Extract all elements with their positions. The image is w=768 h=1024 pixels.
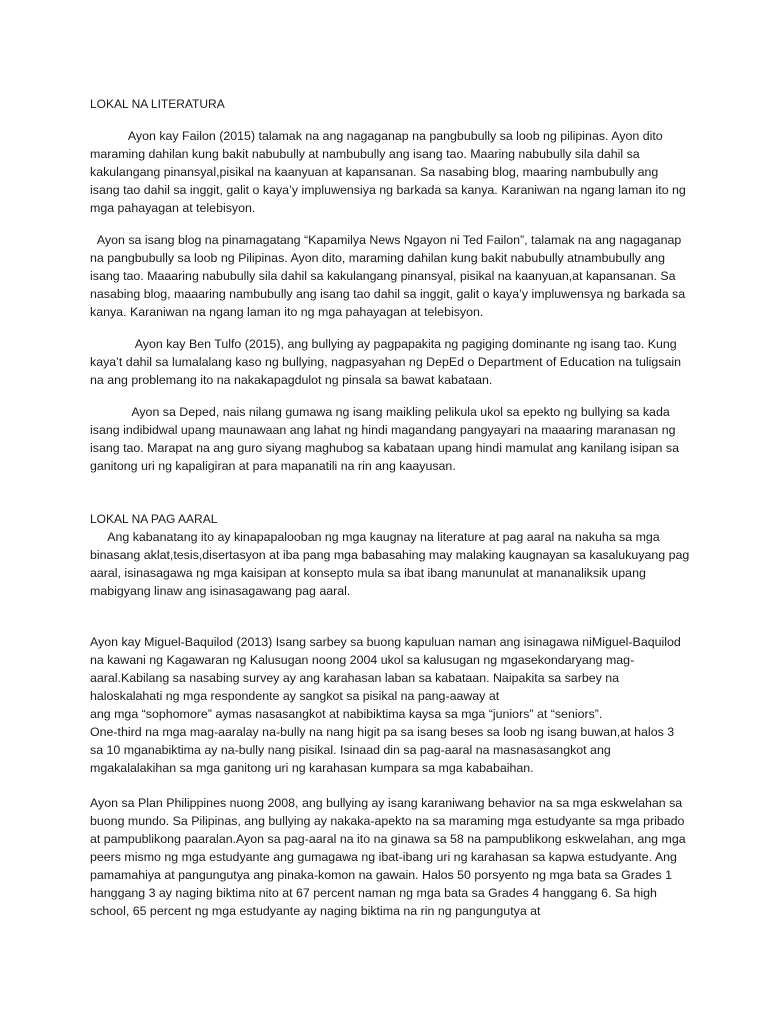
section-lokal-na-pag-aaral — [90, 510, 693, 920]
section-heading: LOKAL NA LITERATURA — [90, 97, 225, 111]
paragraph: Ayon kay Miguel-Baquilod (2013) Isang sarbey sa buong kapuluan naman ang isinagawa niMiguel-Baquilod na kawani ng Kagawaran ng Kalusugan noong 2004 ukol sa kalusugan ng mgasekondaryang mag-aaral.Kabilang sa nasabing survey ay ang karahasan laban sa kabataan. Naipakita sa sarbey na haloskalahati ng mga respondente ay sangkot sa pisikal na pang-aaway at ang mga “sophomore” aymas nasasangkot at nabibiktima kaysa sa mga “juniors” at “seniors”. One-third na mga mag-aaralay na-bully na nang higit pa sa isang beses sa loob ng isang buwan,at halos 3 sa 10 mganabiktima ay na-bully nang pisikal. Isinaad din sa pag-aaral na masnasasangkot ang mgakalalakihan sa mga ganitong uri ng karahasan kumpara sa mga kababaihan. — [90, 635, 681, 775]
section-heading: LOKAL NA PAG AARAL — [90, 512, 218, 526]
paragraph: Ang kabanatang ito ay kinapapalooban ng mga kaugnay na literature at pag aaral na nakuha sa mga binasang aklat,tesis,disertasyon at iba pang mga babasahing may malaking kaugnayan sa kasalukuyang pag aaral, isinasagawa ng mga kaisipan at konsepto mula sa ibat ibang manunulat at mananaliksik upang mabigyang linaw ang isinasagawang pag aaral. — [90, 530, 693, 598]
section-lokal-na-literatura — [90, 95, 690, 475]
paragraph: Ayon sa Deped, nais nilang gumawa ng isang maikling pelikula ukol sa epekto ng bullying sa kada isang indibidwal upang maunawaan ang lahat ng hindi magandang pangyayari na maaaring maranasan ng isang tao. Marapat na ang guro siyang maghubog sa kabataan upang hindi mamulat ang kanilang isipan sa ganitong uri ng kapaligiran at para mapanatili na rin ang kaayusan. — [90, 405, 683, 473]
paragraph: Ayon sa Plan Philippines nuong 2008, ang bullying ay isang karaniwang behavior na sa mga eskwelahan sa buong mundo. Sa Pilipinas, ang bullying ay nakaka-apekto na sa maraming mga estudyante sa mga pribado at pampublikong paaralan.Ayon sa pag-aaral na ito na ginawa sa 58 na pampublikong eskwelahan, ang mga peers mismo ng mga estudyante ang gumagawa ng ibat-ibang uri ng karahasan sa kapwa estudyante. Ang pamamahiya at pangungutya ang pinaka-komon na gawain. Halos 50 porsyento ng mga bata sa Grades 1 hanggang 3 ay naging biktima nito at 67 percent naman ng mga bata sa Grades 4 hanggang 6. Sa high school, 65 percent ng mga estudyante ay naging biktima na rin ng pangungutya at — [90, 796, 690, 918]
paragraph: Ayon sa isang blog na pinamagatang “Kapamilya News Ngayon ni Ted Failon”, talamak na ang nagaganap na pangbubully sa loob ng Pilipinas. Ayon dito, maraming dahilan kung bakit nabubully atnambubully ang isang tao. Maaaring nabubully sila dahil sa kakulangang pinansyal, pisikal na kaanyuan,at kapansanan. Sa nasabing blog, maaaring nambubully ang isang tao dahil sa inggit, galit o kaya’y impluwensya ng barkada sa kanya. Karaniwan na ngang laman ito ng mga pahayagan at telebisyon. — [90, 233, 689, 319]
paragraph: Ayon kay Failon (2015) talamak na ang nagaganap na pangbubully sa loob ng pilipinas. Ayon dito maraming dahilan kung bakit nabubully at nambubully ang isang tao. Maaring nabubully sila dahil sa kakulangang pinansyal,pisikal na kaanyuan at kapansanan. Sa nasabing blog, maaring nambubully ang isang tao dahil sa inggit, galit o kaya’y impluwensiya ng barkada sa kanya. Karaniwan na ngang laman ito ng mga pahayagan at telebisyon. — [90, 129, 690, 215]
paragraph: Ayon kay Ben Tulfo (2015), ang bullying ay pagpapakita ng pagiging dominante ng isang tao. Kung kaya’t dahil sa lumalalang kaso ng bullying, nagpasyahan ng DepEd o Department of Education na tuligsain na ang problemang ito na nakakapagdulot ng pinsala sa bawat kabataan. — [90, 337, 685, 387]
